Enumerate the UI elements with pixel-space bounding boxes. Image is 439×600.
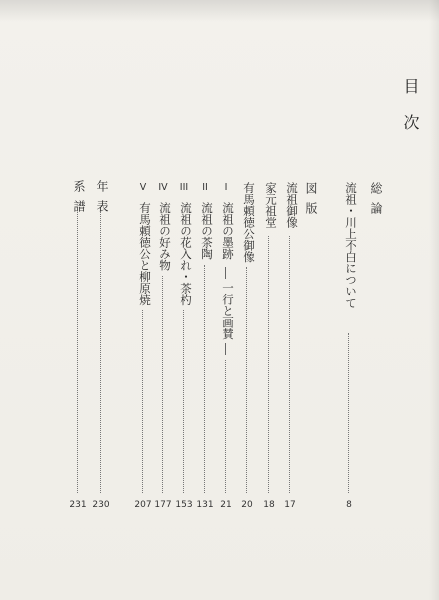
page-number: 207	[134, 500, 152, 510]
general-heading: 総論	[369, 182, 383, 222]
page-number: 153	[175, 500, 193, 510]
leader-dots	[100, 212, 102, 493]
genealogy-heading: 系譜	[72, 180, 86, 220]
plate-entry-label: 有馬頼徳公御像	[242, 182, 256, 263]
leader-dots	[289, 236, 291, 493]
leader-dots	[246, 267, 248, 493]
page-number: 20	[241, 500, 253, 510]
page-shadow-top	[0, 0, 439, 22]
roman-numeral: III	[179, 182, 189, 193]
plate-entry-label: 流祖の墨跡	[221, 202, 235, 260]
plate-entry-label: 流祖御像	[285, 182, 299, 228]
plate-entry-subtitle: 一行と画賛	[221, 282, 235, 340]
page-number: 18	[263, 500, 275, 510]
page-number: 17	[284, 500, 296, 510]
dash	[225, 343, 227, 355]
page-shadow-right	[429, 0, 439, 600]
chronology-heading: 年表	[95, 180, 109, 220]
page-number: 131	[196, 500, 214, 510]
plates-heading: 図版	[304, 182, 318, 222]
leader-dots	[183, 310, 185, 493]
leader-dots	[348, 333, 350, 493]
roman-numeral: V	[139, 182, 147, 193]
page-number: 21	[220, 500, 232, 510]
leader-dots	[268, 236, 270, 493]
roman-numeral: IV	[158, 182, 168, 193]
plate-entry-label: 流祖の好み物	[158, 202, 172, 271]
page-number: 230	[92, 500, 110, 510]
leader-dots	[162, 276, 164, 493]
leader-dots	[204, 265, 206, 493]
leader-dots	[225, 360, 227, 493]
leader-dots	[142, 310, 144, 493]
plate-entry-label: 流祖の茶陶	[200, 202, 214, 260]
page-number: 8	[346, 500, 352, 510]
roman-numeral: I	[224, 182, 228, 193]
plate-entry-label: 流祖の花入れ・茶杓	[179, 202, 193, 306]
plate-entry-label: 家元祖堂	[264, 182, 278, 228]
roman-numeral: II	[202, 182, 208, 193]
general-entry-label: 流祖・川上不白について	[344, 182, 358, 309]
leader-dots	[77, 212, 79, 493]
plate-entry-label: 有馬頼徳公と柳原焼	[138, 202, 152, 306]
dash	[225, 267, 227, 279]
toc-title: 目次	[401, 78, 420, 150]
page-number: 177	[154, 500, 172, 510]
page-number: 231	[69, 500, 87, 510]
